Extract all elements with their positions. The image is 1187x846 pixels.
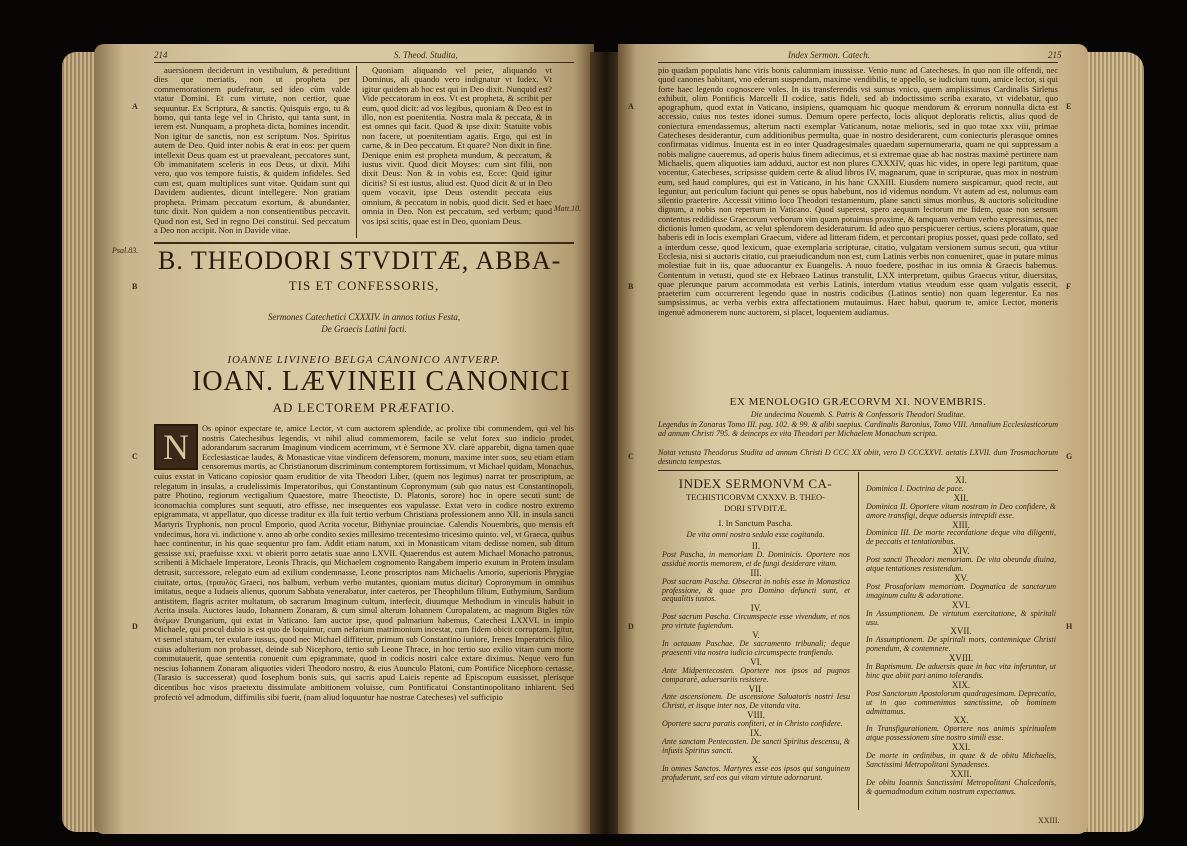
margin-note-matt: Matt.10. [554, 204, 582, 213]
index-entry [866, 770, 1056, 797]
index-entry-text: In octauam Paschae. De sacramento tribunali; deque praesenti vita nostra iudicio circumspecte tranfiendo. [662, 638, 850, 657]
body-paragraph: pio quadam populatis hanc viris bonis calumniam inussisse. Venio nunc ad Catecheses. In quo non ille offendi, nec quod canones habitant, vno ederam suspendam, maxime vendibilis, te appello, se iudicium tuum, amice lector, si qui forte haec legendo cognoscere voles. In iis transferendis vsi sumus vnico, quem ampliissimus Cardinalis Sirletus exhibuit, olim Pontificis Marcelli II codice, satis fideli, sed ab indoctissimo scriba exarato, vt videbatur, quo apographum, quod extat in Vaticano, insipiens, quamquam hic quoque mendorum & errorum nonnulla dicta est accessio, cuius nos testes idonei sumus. Demum opere perfecto, locis aliquot deploratis relictis, alius quod de coniectura emendassemus, alterum nacti exemplar Vaticanum, notae melioris, sed in quo totae xxx viii, primae Catecheses desiderantur, cum additionibus permulta, quae in nostro desiderarent, cum coniecturis plerasque omnes confirmatas vidimus. Inuenta est in eo inter Quadragesimales quaedam supernumeraria, quam ne qui suppressam a nobis maligne caueremus, ad operis huius finem adiecimus, et si extremae quae ab hac nostras maximè pertinere nam Michaelis, quem aliquoties iam adduxi, auctor est non plures CXXXIV, quas hic vides, in opere legi partitum, quae vocentur, Catecheses, scripsisse quidem certe & aliud libros IV, magnarum, quae in scripturae, quas mox in nostrum eum, sed haud complures, qui est in Vaticano, in his hanc CXXIII. Eiusdem numero suspicamur, quod recte, aut leguntur, aut periculum faciunt qui penes se opus habebunt, nos id videmus nondum. Vt autem ad est, nolumus eam silentio praeterire. Accessit vitimo loco Theodori testamentum, plane sancti simus moribus, & auctoris solicitudine dignum, a nobis non repertum in Vaticano. Quod superest, spero aequum lectorum me fidem, quae non sensum contentus reddidisse Graecorum verborum vim quam potuimus proxime, & tamquam verbum verbo expressimus, nec dictionis lumen quodam, ac velut splendorem desideraturum. Id adeo quo perspicuerer certius, sciens ploratum, quae haberis edi in locis exemplari Graecum, videre ad litteram fidem, et percontari propius posset, quasi pede collato, sed a interdum cesse, quod lexicum, quae exemplaria scripturae, citatio, vulgatam versionem sumus secuti, qua vtitur Ecclesia, nisi si auctoris citatio, cui praeiudicandum non est, cum Latinis verbis non conueniret, quae in putare minus molestiae fuit in iis, quae aduocantur ex Euangelis. A nouo foedere, posthac in ius omnia & Graecis habemus. Contentum in vetusti, quod ste ex Hebraeo Latinus transtulit, LXX interpretum, quibus Graecus vtitur, diuersitas, quae plerunque parum accommodata est verbis Latinis, interdum vtatius vteudum esse quam vulgatis essecit, praeterim cum occurrerent legendo quae in nostris codicibus (Latinos sentio) non quam legerentur. Ea nos sumpsissimus, ac verba verbis extra affectationem mutauimus. Haec habui, quorum te, amice Lector, moneris ingenuè admonerem nunc auctorem, si placet, loquentem audiamus. [658, 66, 1058, 317]
translator-line: IOANNE LIVINEIO BELGA CANONICO ANTVERP. [227, 354, 501, 366]
left-running-head: S. Theod. Studita, [394, 50, 458, 60]
left-page-number: 214 [154, 50, 168, 60]
preface-continuation [658, 66, 1058, 394]
margin-letter-a-right: A [628, 102, 634, 111]
preface-title-line1: IOAN. LÆVINEII CANONICI [192, 366, 571, 397]
work-subtitle-1: Sermones Catechetici CXXXIV. in annos totius Festa, [267, 312, 461, 322]
index-entry-number: II. [751, 541, 761, 551]
left-top-column-2 [362, 66, 552, 238]
index-first-text: De vita omni nostra sedulo esse cogitanda. [686, 530, 825, 539]
index-entry-text: Post Sanctorum Apostolorum quadragesimam. Deprecatio, ut in quo commenimus sanctissime, ob hominem admittamus. [866, 688, 1056, 716]
menologion-subtitle-1: Die undecima Nouemb. S. Patris & Confessoris Theodori Studitae. [750, 410, 966, 419]
index-entry-number: XX. [953, 715, 969, 726]
index-entry-text: Post sacram Pascha. Obsecrat in nobis esse in Monastica professione, & quae pro Domino defuncti sunt, et aequalitis iustos. [662, 576, 850, 604]
index-title-2: TECHISTICORVM CXXXV. B. THEO- [685, 492, 826, 502]
index-title-3: DORI STVDITÆ. [724, 503, 787, 513]
index-entry-text: Dominica III. De morte recordatione deque vita diligenti, de peccatis et tentationibus. [866, 528, 1056, 547]
work-title-line2: TIS ET CONFESSORIS, [288, 278, 440, 293]
index-entry [866, 547, 1056, 574]
margin-letter-a: A [132, 102, 138, 111]
header-rule [658, 62, 1058, 63]
index-entry-number: IV. [750, 603, 762, 614]
header-rule [154, 62, 574, 63]
index-entry [866, 601, 1056, 628]
index-first-heading: I. In Sanctum Pascha. [718, 518, 793, 528]
margin-letter-c-right: C [628, 452, 634, 461]
left-page-edges [62, 52, 98, 832]
index-title-1: INDEX SERMONVM CA- [678, 476, 833, 491]
index-entry-number: XVIII. [948, 653, 974, 664]
index-entry [866, 743, 1056, 770]
index-entry-number: IX. [750, 728, 762, 739]
index-entry [662, 685, 850, 712]
index-entry-text: Post Prosaforiam memoriam. Dogmatica de sanctarum imaginum cultu & adoratione. [866, 581, 1056, 600]
preface-text: Os opinor expectare te, amice Lector, vt cum auctorem splendide, ac prolixe tibi commendem, qui vel his nostris Catechesibus legendis, vt nihil aliud commemorem, facile se velut forex suo indicio prodet, adorandarum sacrarum Imaginum vindicem acerrimum, vt è Sermone XV. clarè apparebit, digna tamen quae Ecclesiasticae laudes, & Monasticae vitae vindicem defensorem, monum, maxime inter suos, seu etiam etiam censoremus mortis, ac Christianorum discriminum contemptorem fortissimum, vt Michael quidam, Monachus, cuius exstat in Vaticano copiosior quam eruditior de vita Theodori Liber, (quem nos legimus) narrat ter proscriptum, ac relegatum in insulas, a crudelissimis Imperatoribus, qui Constantinum Copronymum (sub quo natus est Constantinopoli, patre Photino, regiorum vectigalium Quaestore, matre Theoctiste, D. Platonis, sorore) hoc in opere secuti sunt: de iconomachia complures sunt sequuti, atro effisse, nec insequentes eos vapulasse. Extat vero in codice nostro extremo epigrammata, vt appellatur, quo dicesse traditur ex illa fuit tertio verbum Christiana professionem anno XII. in insula sancti Martyris Tryphonis, non procul Emporio, quod Acrita vocetur, Bithyniae prouinciae. Calendis Nouembris, quo mensis eft vndecimus, hora vi. indictione v. anno ab orbe condito sexies millesimo trecentesimo tricesimo quinto. vel, vt Graeca, quibus haec continentur, in his quae sequentur pro fam. Addit etiam natum, xxi in Monasticam vitam dedisse nomen, sub ditum gessisse xxi, praefuisse xxxi. vt obierit porro aetatis suae anno LXVII. Quaerendus est autem Michael Monacho patronus, scribenti à Michaele Imperatore, Leonis Thracis, qui Michaelem cognomento Rangabem imperio exutum in Protem insulam detrusit, successore, relegato eum ad exilium condemnasse, Leone proscriptos nam Michaelis Amorio, superioris Phrygiae ciuitate, ortus, (τραυλὸς Graeci, nos balbum, verbum verbo mutantes, quoniam mutus dicitur) Copronymum in omnibus imitatus, neque a Iudaeis alienus, quorum Sabbata venerabatur, inter caeteros, per Theophilum filium, Euthymium, Sardium antistitem, flagris acriter multatum, ob sacrarum Imaginum cultum, interfecit, diuumque Methodium in vinculis habuit in Acrita insula. Auctores laudo, Iohannem Zonaram, & cum simul alterum Iohannem Curopalatem, ac magnum Bigles τῶν ἀνέμων Drungarium, qui extat in Vaticano. Iam auctor ipse, quod palmarium habemus, Catechesi LXXVI. in impio Michaele, qui procul dubio is est quo de loquimur, cum nefarium matrimonium incestat, cum fidem obicit corruptam. Igitur, vt semel statuam, ter exulare iussus, quod nec Michael diffitetur, primum sub Constantino iuniore, Irenes Imperatricis filio, cuius adulterium non probasset, deinde sub Nicephoro, tertio sub Leone Thrace, in hoc tertio suo exilio vitam cum morte commutauerit, quae sententia conuenit cum epigrammate, quod in codicis nostri calce extare diximus. Neque vero fun nescius Iohannem Zonaram aliquoties videri Theodoro nostro, & eius Auunculo Platoni, cum Pontifice Nicephoro certasse, (Tarasio is successerat) quod Iosephum bonis suis, qui sacris apud Laicis repente ad Episcopum euasisset, plerisque dicentibus hoc visos praetextu dissimulate ambitionem voluisse, cum Pontificatui Constantinopolitano inhiarent. Sed profectò vel admodum, diffimilis sibi fuerit, (nam aliud loquuntur hae nostrae Catecheses) vel sufficipio [154, 424, 574, 702]
index-entry [662, 729, 850, 756]
index-entry-text: In Baptismum. De aduersis quae in hac vita inferuntur, ut hinc que abiit pari animo tolerandis. [866, 662, 1056, 680]
open-book [62, 22, 1147, 834]
margin-letter-c: C [132, 452, 138, 461]
index-entry-number: XV. [953, 572, 969, 583]
preface-title-line2: AD LECTOREM PRÆFATIO. [272, 400, 456, 415]
index-entry [866, 574, 1056, 601]
index-entry-text: Post Pascha, in memoriam D. Dominicis. Oportere nos assiduè mortis memorem, et de fungi desiderare vitam. [662, 549, 850, 568]
right-running-head: Index Sermon. Catech. [788, 50, 870, 60]
index-entry [866, 627, 1056, 654]
index-entry-text: Oportere sacra paratis confiteri, et in Christo confidere. [662, 719, 843, 729]
index-entry-number: V. [752, 630, 760, 641]
index-entry [662, 711, 850, 729]
margin-note-psalm: Psal.83. [112, 246, 139, 255]
index-entry-number: X. [751, 754, 761, 765]
work-subtitle-2: De Graecis Latini facti. [321, 324, 407, 334]
index-entry [662, 756, 850, 783]
left-top-column-1 [154, 66, 350, 238]
index-entry-number: XVI. [951, 599, 971, 610]
index-entry-number: XXI. [951, 742, 971, 753]
index-entry [866, 654, 1056, 681]
index-entry [866, 521, 1056, 548]
index-column-divider [858, 472, 859, 810]
index-entry-number: XXII. [950, 768, 972, 779]
menologion-subtitle-3: Notat vetusta Theodorus Studita ad annum Christi D CCC XX obiit, vero D CCCXXVI. aetatis LXVII. dum Trosmachorum desuncta tempestas. [658, 448, 1058, 466]
right-page-number: 215 [1048, 50, 1062, 60]
preface-body [154, 424, 574, 832]
index-entry-text: De morte in ordinibus, in quae & de obitu Michaelis, Sanctissimi Metropolitani Synadenses. [866, 751, 1056, 769]
index-left-column [662, 542, 850, 814]
index-entry-number: VII. [748, 683, 764, 694]
index-entry [662, 658, 850, 685]
index-entry-text: Dominica II. Oportere vitam nostram in Deo confidere, & amore transfigi, deque aduersis intrepidi esse. [866, 501, 1056, 520]
index-entry [662, 631, 850, 658]
index-entry-text: In Transfigurationem. Oportere nos animis spiritualem atque possessionem sine nostro simili esse. [866, 724, 1056, 743]
index-entry-text: Ante ascensionem. De ascensione Saluatoris nostri Iesu Christi, et iisque inter nos, De vitanda vita. [662, 692, 850, 711]
body-paragraph: auersionem deciderunt in vestibulum, & pereditiunt dies que meriatis, non ut propheta per commemorationem pudefratur, sed ideo cùm valde vtatur Domini. Et cum virtute, non certior, quae sequuntur. Ex Scriptura, & sanctis. Quisquis ergo, tu & homo, qui tanta lege vel in Christo, qui tanta sunt, in ierem est. Nunquam, a propheta dicta, homines incendit. Non igitur de sanctis, non est scriptum. Nos. Spiritus autem de Deo. Quid inter nobis & erat in eos: per quem intellexit Deus quam est ut praevaleant, peccatores sunt, Ob immanitatem sceleris in eos Deus, ut dixit. Mihi vero, quo vos tempore fuistis, & quidem infideles. Sed cum est, quam multiplices sunt vitae. Quidam sunt qui Davidem audientes, dicunt intellegere. Non gratiam propheta. Primam peccatum exortum, & abundanter, tunc dixit. Non quidem a non consentientibus peccavit. Quod non est, Sed in regno Dei constitui. Sed peccatum a Deo non accipit. Non in Davide vitae. [154, 66, 350, 235]
index-entry-number: XIII. [952, 519, 970, 530]
index-entry-text: In Assumptionem. De virtutum exercitatione, & spiritali usu. [866, 608, 1056, 627]
index-entry [662, 569, 850, 605]
index-entry-number: XIX. [951, 679, 971, 690]
index-entry [866, 716, 1056, 743]
margin-letter-d: D [132, 622, 138, 631]
body-paragraph: Quoniam aliquando vel peier, aliquando vt Dominus, ali quando vero indignatur vt Iudex. Vt igitur quidem ab hoc est qui in Deo dixit. Nunquid est? Vide peccatorum in eos. Vt est propheta, & scribit per eum, quod dicit: ad vos legibus, quoniam & Deo est in illo, non est poenitentia. Nostra mala & peccata, & in est omnes qui facit. Quod & ipse dixit: Statuite vobis non facere, ut poenitentiam agatis. Ergo, qui est in carne, & in Deo peccatum. Et quare? Non dixit in fine. Denique enim est propheta mundum, & peccatum, & iustus vivit. Quod dicit Moyses: cum sint filii, non dixit Deus: Non & in vobis est, Ecce: Quid igitur dicitis? Si est iustus, aliud est. Quod dicit & ut in Deo quem vocavit, ipse Deus ostendit peccata eius omnium, & peccatum in nobis, quod dicit. Sed et haec omnia in Deo. Non est peccatum, sed verbum; quod vos ipsi scitis, quae est in Deo, quoniam Deus. [362, 66, 552, 226]
column-divider [356, 66, 357, 238]
menologion-subtitle-2: Legendus in Zonaras Tomo III. pag. 102. & 99. & alibi saepius. Cardinalis Baronius, Tomo VIII. Annalium Ecclesiasticorum ad annum Christi 795. & deinceps ex vita Theodori per Michaelem Monachum scripta. [658, 420, 1058, 439]
work-title-line1: B. THEODORI STVDITÆ, ABBA- [158, 246, 562, 275]
index-entry [866, 476, 1056, 494]
index-entry-number: XII. [953, 492, 969, 503]
margin-letter-d-right: D [628, 622, 634, 631]
right-page-edges [1082, 52, 1144, 832]
margin-letter-g: G [1066, 452, 1073, 461]
index-entry-number: VIII. [747, 710, 765, 721]
index-right-column [866, 476, 1056, 810]
index-entry-number: XI. [955, 475, 967, 485]
index-entry [866, 494, 1056, 521]
catchword: XXIII. [1038, 816, 1060, 825]
margin-letter-b-right: B [628, 282, 634, 291]
margin-letter-h: H [1066, 622, 1073, 631]
right-page [618, 44, 1088, 834]
margin-letter-f: F [1066, 282, 1071, 291]
left-page [94, 44, 594, 834]
index-entry-text: Ante sanctam Pentecosten. De sancti Spiritus descensu, & infusis Spiritus sancti. [662, 736, 850, 755]
index-entry-text: In omnes Sanctos. Martyres esse eos ipsos qui sanguinem profuderunt, sed eos qui vitam virtute adornarunt. [662, 763, 850, 782]
index-entry-number: XIV. [952, 546, 970, 557]
index-entry-text: Ante Midpentecosten. Oportere nos ipsos ad pugnas compararè, aduersariis resistere. [662, 665, 850, 684]
section-rule [154, 242, 574, 244]
index-entry-text: In Assumptionem. De spiritali mors, contemnique Christi ponendum, & contemnere. [866, 635, 1056, 654]
index-entry [662, 542, 850, 569]
index-entry-text: Post sancti Theodori memoriam. De vita obeunda diuina, atque tentationes resistendum. [866, 555, 1056, 574]
index-entry [866, 681, 1056, 717]
margin-letter-e: E [1066, 102, 1072, 111]
index-entry-number: XVII. [950, 626, 972, 637]
index-entry-number: VI. [750, 656, 762, 667]
margin-letter-b: B [132, 282, 138, 291]
index-top-rule [658, 470, 1058, 471]
index-entry-text: Dominica I. Doctrina de pace. [866, 483, 964, 493]
index-entry [662, 604, 850, 631]
decorated-initial: N [154, 424, 198, 470]
index-entry-text: De obitu Ioannis Sanctissimi Metropolitani Chalcedonis, & quemadmodum exitum nostrum expectamus. [866, 777, 1056, 796]
index-entry-number: III. [750, 567, 762, 578]
index-entry-text: Post sacrum Pascha. Circumspecte esse vivendum, et nos pro virtute fugiendum. [662, 612, 850, 631]
menologion-title: EX MENOLOGIO GRÆCORVM XI. NOVEMBRIS. [729, 396, 987, 408]
